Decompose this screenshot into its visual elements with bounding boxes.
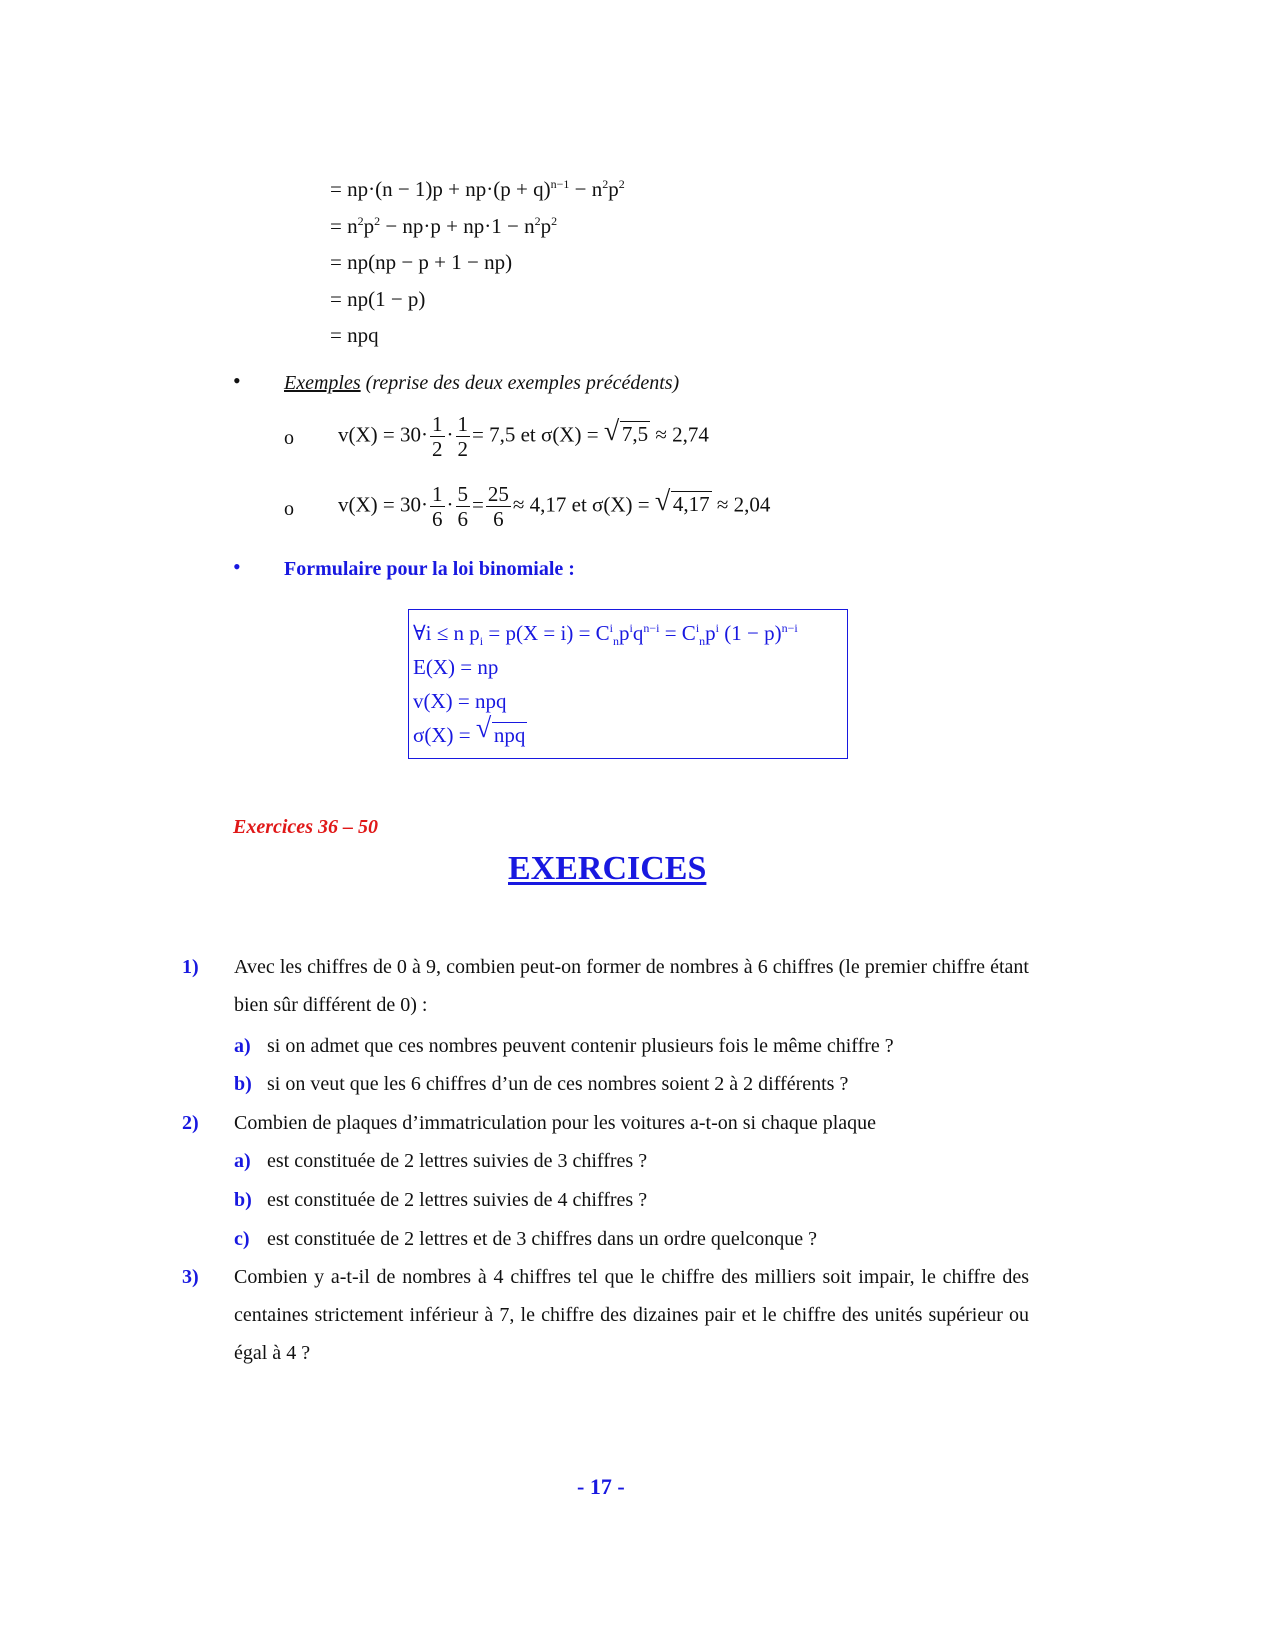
derivation-line-5: = npq — [330, 323, 379, 347]
exercise-3-number: 3) — [182, 1266, 199, 1288]
exercise-2-text: Combien de plaques d’immatriculation pour les voitures a-t-on si chaque plaque — [234, 1112, 877, 1134]
exercise-3-text: Combien y a-t-il de nombres à 4 chiffres tel que le chiffre des milliers soit impair, le chiffre des centaines strictement inférieur à 7, le chiffre des dizaines pair et le chiffre des unités supérieur ou égal à 4 ? — [234, 1266, 1029, 1364]
formula-row-stddev: σ(X) = √ npq — [413, 713, 526, 747]
derivation-line-1: = $np\cdot(n - 1)p + np\cdot(p + q)^{n-1} - n^2p^2$ — [330, 177, 625, 201]
exercise-2c-text: est constituée de 2 lettres et de 3 chiffres dans un ordre quelconque ? — [267, 1228, 817, 1250]
section-title: EXERCICES — [508, 850, 707, 887]
derivation-line-4: = np(1 − p) — [330, 287, 426, 311]
exercise-1b-label: b) — [234, 1073, 252, 1095]
formula-row-probability: ∀i ≤ n $p_i = p(X = i) = C^i_np^iq^{n-i} = C^i_np^i$ $(1 - p)^{n-i}$ — [413, 621, 798, 649]
exercise-1-number: 1) — [182, 956, 199, 978]
exercise-1-text: Avec les chiffres de 0 à 9, combien peut-on former de nombres à 6 chiffres (le premier chiffre étant bien sûr différent de 0) : — [234, 956, 1029, 1016]
exercise-1b-text: si on veut que les 6 chiffres d’un de ces nombres soient 2 à 2 différents ? — [267, 1073, 849, 1095]
exercise-2b-label: b) — [234, 1189, 252, 1211]
formulaire-heading: Formulaire pour la loi binomiale : — [284, 558, 575, 580]
formula-box — [408, 609, 848, 759]
exercices-reference: Exercices 36 – 50 — [233, 816, 378, 838]
example-2-marker: o — [284, 498, 294, 520]
exercise-2b-text: est constituée de 2 lettres suivies de 4 chiffres ? — [267, 1189, 648, 1211]
examples-heading: Exemples (reprise des deux exemples précédents) — [284, 372, 680, 394]
page-number: - 17 - — [577, 1474, 625, 1499]
exercise-2c-label: c) — [234, 1228, 250, 1250]
exercise-2-number: 2) — [182, 1112, 199, 1134]
bullet-icon: • — [233, 368, 241, 393]
formula-row-variance: v(X) = npq — [413, 689, 507, 713]
exercise-1a-text: si on admet que ces nombres peuvent contenir plusieurs fois le même chiffre ? — [267, 1035, 894, 1057]
formula-row-expectation: E(X) = np — [413, 655, 499, 679]
example-1-formula: v(X) = 30· $\frac{1}{2}$ · $\frac{1}{2}$ = 7,5 et σ(X) = √ 7,5 ≈ 2,74 — [338, 412, 709, 461]
derivation-line-2: = $n^2p^2 - np\cdot p + np\cdot 1 - n^2p^2$ — [330, 214, 558, 238]
bullet-icon: • — [233, 554, 241, 579]
exercise-2a-text: est constituée de 2 lettres suivies de 3 chiffres ? — [267, 1150, 648, 1172]
example-2-formula: v(X) = 30· $\frac{1}{6}$ · $\frac{5}{6}$ = $\frac{25}{6}$ ≈ 4,17 et σ(X) = √ 4,17 ≈ 2,04 — [338, 482, 771, 531]
derivation-line-3: = np(np − p + 1 − np) — [330, 250, 513, 274]
exercise-2a-label: a) — [234, 1150, 251, 1172]
exercise-1a-label: a) — [234, 1035, 251, 1057]
example-1-marker: o — [284, 427, 294, 449]
